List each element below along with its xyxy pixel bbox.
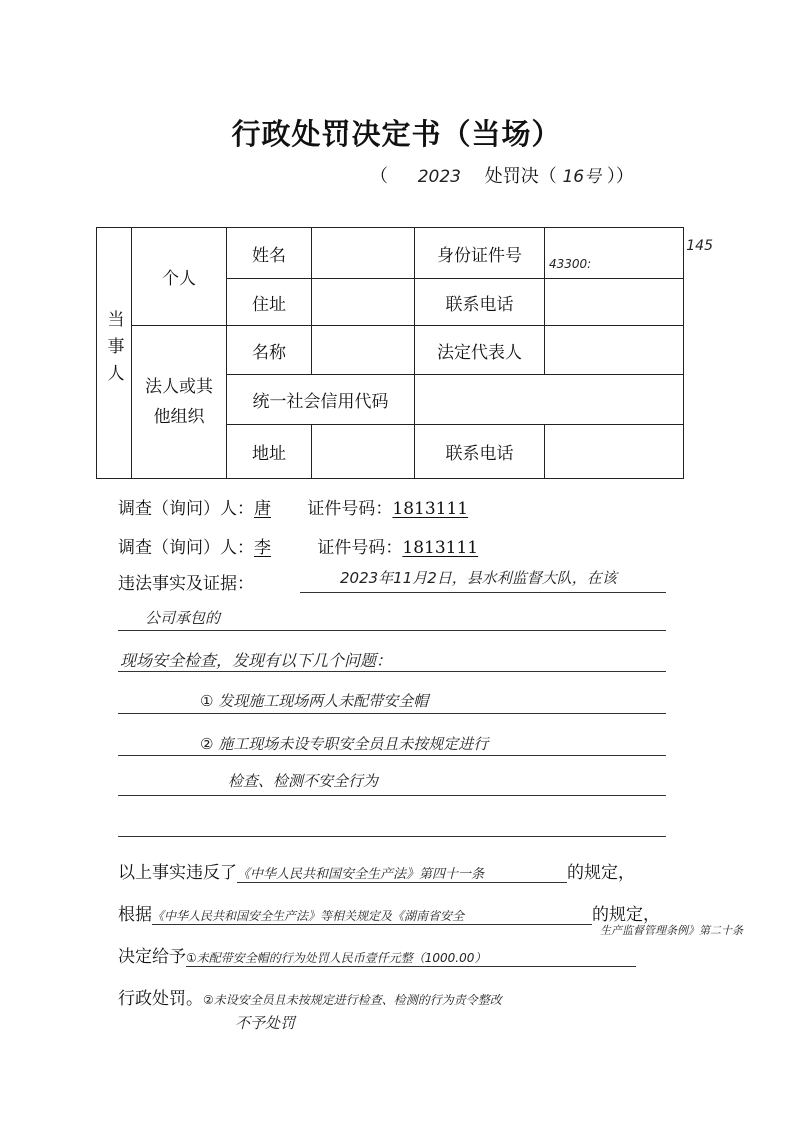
organization-label-text: 法人或其他组织 [145,377,213,427]
investigator-1 [118,494,468,519]
doc-number-close: ）） [606,166,634,187]
facts-line-5: ② 施工现场未设专职安全员且未按规定进行 [200,735,489,753]
decision-prefix: 决定给予 [118,947,186,967]
individual-label: 个人 [132,228,227,326]
doc-number-middle: 处罚决（ [484,166,557,187]
document-title: 行政处罚决定书（当场） [231,117,562,151]
facts-line-4: ① 发现施工现场两人未配带安全帽 [200,692,429,710]
facts-label: 违法事实及证据： [118,574,254,594]
investigator-1-label: 调查（询问）人： [118,499,254,519]
violated-prefix: 以上事实违反了 [118,863,237,883]
facts-line-6: 检查、检测不安全行为 [228,772,379,790]
violated-row [118,858,635,883]
doc-number-number: 16号 [562,167,602,187]
org-name-label: 名称 [227,326,312,375]
decision-item-1: ①未配带安全帽的行为处罚人民币壹仟元整（1000.00） [186,949,636,967]
investigator-2-name: 李 [254,538,271,558]
id-value-end: 145 [686,238,713,254]
facts-rule-7 [118,836,666,837]
investigator-2 [118,533,478,558]
party-label: 当事人 [103,310,124,391]
facts-line-3: 现场安全检查，发现有以下几个问题： [120,651,393,670]
closing-row [118,984,502,1009]
id-value-start: 43300: [549,257,592,271]
basis-prefix: 根据 [118,905,152,925]
org-name-value [312,326,415,375]
org-credit-code-value [415,375,684,425]
party-info-table [96,227,713,479]
decision-item-2: ②未设安全员且未按规定进行检查、检测的行为责令整改 [203,993,502,1007]
facts-rule-2 [118,630,666,631]
basis-law: 《中华人民共和国安全生产法》等相关规定及《湖南省安全 [152,907,592,925]
individual-name-value [312,228,415,279]
org-phone-label: 联系电话 [415,425,545,479]
basis-margin-note: 生产监督管理条例》第二十条 [600,924,743,937]
individual-address-value [312,279,415,326]
facts-line-2: 公司承包的 [145,609,221,627]
org-credit-code-label: 统一社会信用代码 [227,375,415,425]
violated-law: 《中华人民共和国安全生产法》第四十一条 [237,863,567,883]
facts-rule-3 [118,671,666,672]
facts-rule-4 [118,713,666,714]
individual-id-value [545,228,713,279]
organization-label [132,326,227,479]
document-number [370,162,634,188]
individual-address-label: 住址 [227,279,312,326]
decision-row [118,942,636,967]
individual-phone-label: 联系电话 [415,279,545,326]
basis-suffix: 的规定， [592,905,660,925]
investigator-1-name: 唐 [254,499,271,519]
doc-number-open: （ [370,166,388,187]
closing-text: 行政处罚。 [118,989,203,1009]
basis-row [118,900,660,925]
individual-id-label: 身份证件号 [415,228,545,279]
facts-line-1: 2023年11月2日，县水利监督大队，在该 [340,569,617,587]
org-address-value [312,425,415,479]
org-address-label: 地址 [227,425,312,479]
org-legal-rep-label: 法定代表人 [415,326,545,375]
facts-rule-5 [118,755,666,756]
org-legal-rep-value [545,326,684,375]
individual-name-label: 姓名 [227,228,312,279]
investigator-2-label: 调查（询问）人： [118,538,254,558]
investigator-2-cert-label: 证件号码： [317,538,403,558]
doc-number-year: 2023 [417,167,461,187]
org-phone-value [545,425,684,479]
individual-phone-value [545,279,684,326]
decision-item-2-cont: 不予处罚 [235,1014,296,1032]
facts-rule-6 [118,795,666,796]
party-label-cell [97,228,132,479]
facts-rule-1 [300,592,666,593]
violated-suffix: 的规定， [567,863,635,883]
investigator-1-cert-label: 证件号码： [307,499,393,519]
investigator-2-cert-number: 1813111 [402,538,479,558]
investigator-1-cert-number: 1813111 [392,499,469,519]
